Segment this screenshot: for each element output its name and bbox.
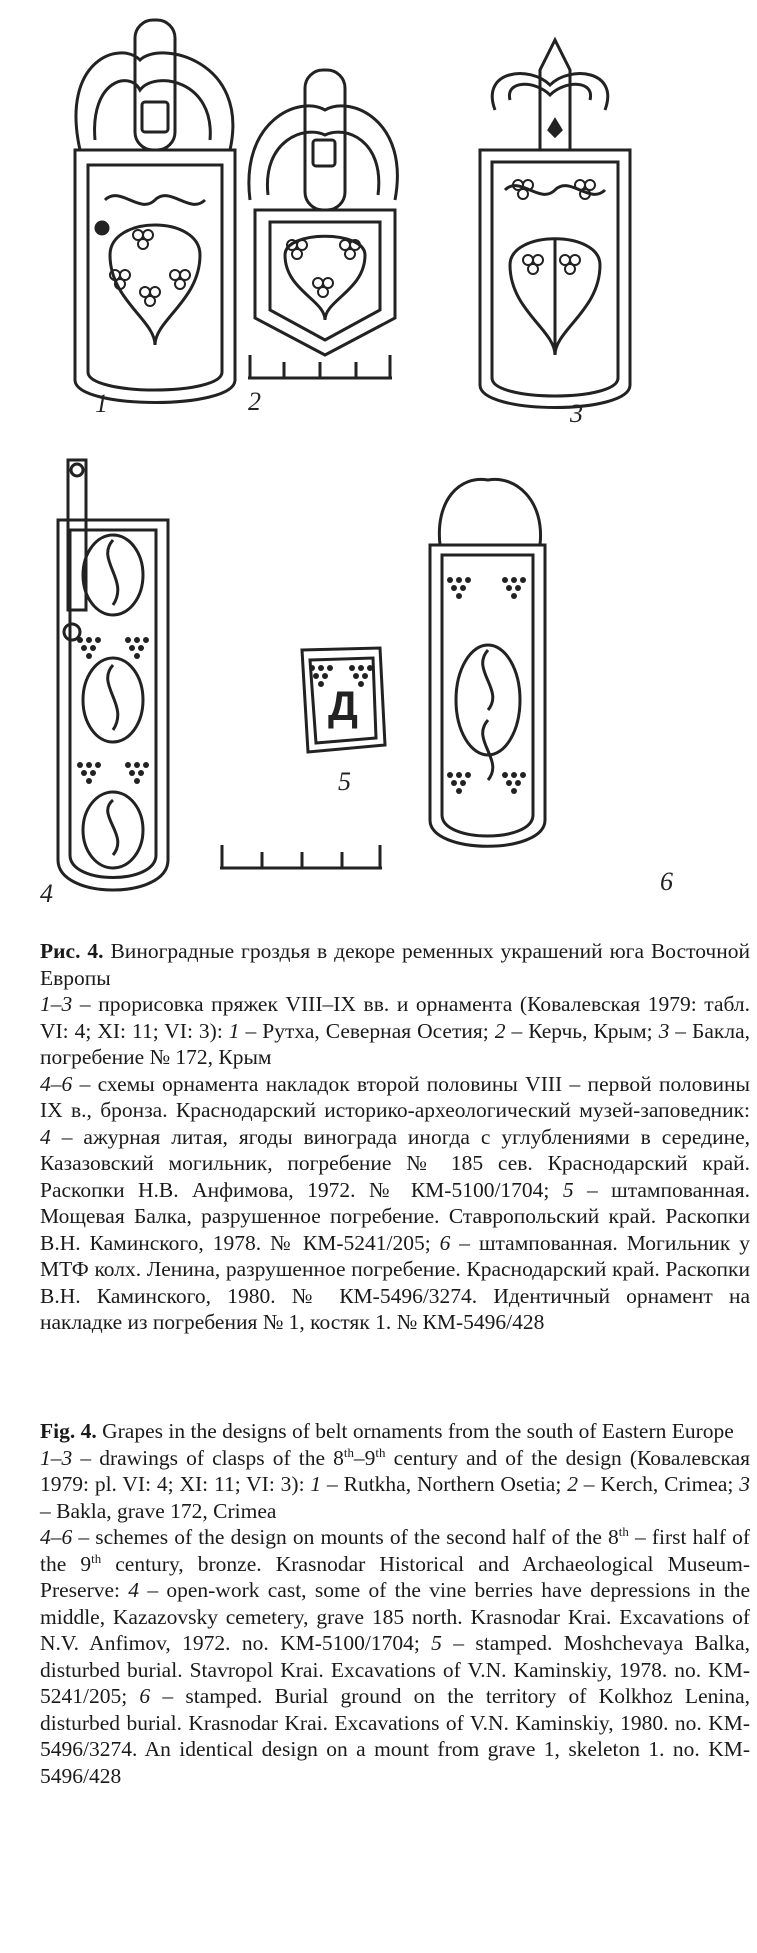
caption-ru-title: Рис. 4. Виноградные гроздья в декоре ременных украшений юга Восточной Европы <box>40 939 750 990</box>
caption-en-items-4-6: 4–6 – schemes of the design on mounts of the second half of the 8th – first half of the 9th century, bronze. Krasnodar Historical and Archaeological Museum-Preserve: 4 – open-work cast, some of the vine berries have depressions in the middle, Kazazovsky cemetery, grave 185 north. Krasnodar Krai. Excavations of N.V. Anfimov, 1972. no. KM-5100/1704; 5 – stamped. Moshchevaya Balka, disturbed burial. Stavropol Krai. Excavations of V.N. Kaminskiy, 1978. no. KM-5241/205; 6 – stamped. Burial ground on the territory of Kolkhoz Lenina, disturbed burial. Krasnodar Krai. Excavations of V.N. Kaminskiy, 1980. no. KM-5496/3274. An identical design on a mount from grave 1, skeleton 1. no. KM-5496/428 <box>40 1524 751 1788</box>
buckle-drawing-3 <box>480 40 630 408</box>
caption-en-items-1-3: 1–3 – drawings of clasps of the 8th–9th century and of the design (Ковалевская 1979: pl. VI: 4; XI: 11; VI: 3): 1 – Rutkha, Northern Osetia; 2 – Kerch, Crimea; 3 – Bakla, grave 172, Crimea <box>40 1445 751 1523</box>
buckle-drawing-2 <box>249 70 397 355</box>
caption-russian <box>40 938 750 1336</box>
caption-ru-items-4-6: 4–6 – схемы орнамента накладок второй половины VIII – первой половины IX в., бронза. Краснодарский историко-археологический музей-заповедник: 4 – ажурная литая, ягоды винограда иногда с углублениями в середине, Казазовский могильник, погребение № 185 сев. Краснодарский край. Раскопки Н.В. Анфимова, 1972. № КМ-5100/1704; 5 – штампованная. Мощевая Балка, разрушенное погребение. Ставропольский край. Раскопки В.Н. Каминского, 1978. № КМ-5241/205; 6 – штампованная. Могильник у МТФ колх. Ленина, разрушенное погребение. Краснодарский край. Раскопки В.Н. Каминского, 1980. № КМ-5496/3274. Идентичный орнамент на накладке из погребения № 1, костяк 1. № КМ-5496/428 <box>40 1071 751 1334</box>
item-label-2: 2 <box>248 387 261 416</box>
mount-drawing-5 <box>302 648 385 752</box>
figure-label-en: Fig. 4. <box>40 1419 97 1443</box>
caption-en-title: Fig. 4. Grapes in the designs of belt ornaments from the south of Eastern Europe <box>40 1419 734 1443</box>
item-label-1: 1 <box>95 389 108 418</box>
item-label-3: 3 <box>570 399 583 428</box>
caption-english <box>40 1418 750 1789</box>
mount-5-letter: Д <box>328 682 358 729</box>
mount-drawing-6 <box>430 479 545 846</box>
figure-label-ru: Рис. 4. <box>40 939 104 963</box>
scale-bar-top <box>248 355 392 378</box>
item-label-4: 4 <box>40 879 53 908</box>
scale-bar-bottom <box>220 845 382 868</box>
mount-drawing-4 <box>58 460 168 890</box>
figure-drawings <box>40 0 757 920</box>
buckle-drawing-1 <box>75 20 235 403</box>
item-label-5: 5 <box>338 767 351 796</box>
item-label-6: 6 <box>660 867 673 896</box>
caption-ru-items-1-3: 1–3 – прорисовка пряжек VIII–IX вв. и орнамента (Ковалевская 1979: табл. VI: 4; XI: 11; VI: 3): 1 – Рутха, Северная Осетия; 2 – Керчь, Крым; 3 – Бакла, погребение № 172, Крым <box>40 992 751 1069</box>
